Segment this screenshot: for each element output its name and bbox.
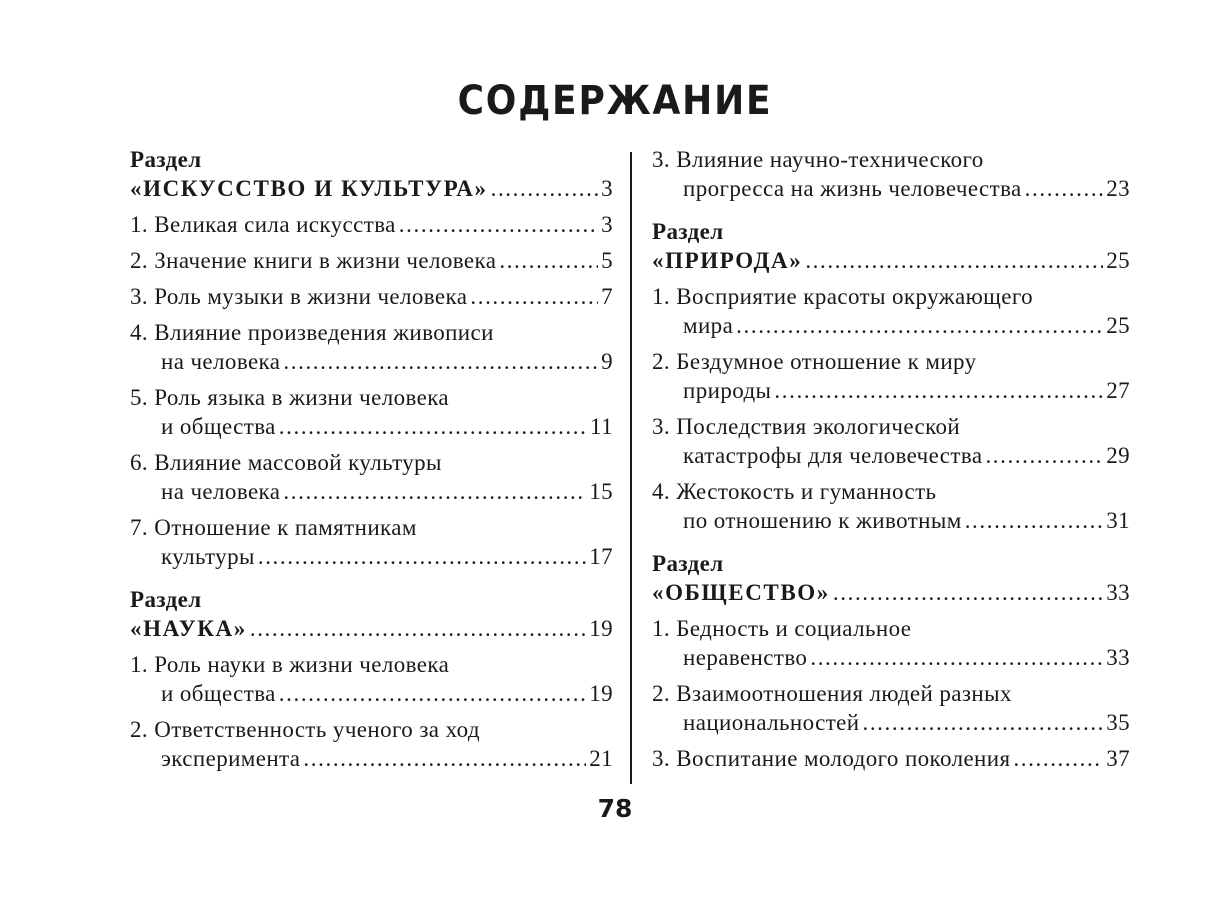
entry-text: 2. Бездумное отношение к миру: [652, 349, 977, 374]
entry-page: 35: [1106, 710, 1130, 735]
entry-page: 29: [1106, 443, 1130, 468]
entry-text-cont: на человека: [161, 349, 281, 374]
entry-page: 11: [590, 414, 613, 439]
section-name: «НАУКА»: [130, 616, 247, 641]
toc-entry[interactable]: [130, 715, 613, 773]
toc-entry[interactable]: [652, 679, 1130, 737]
entry-page: 25: [1106, 313, 1130, 338]
toc-entry[interactable]: [652, 614, 1130, 672]
entry-text-cont: эксперимента: [161, 746, 301, 771]
entry-text: 4. Жестокость и гуманность: [652, 479, 937, 504]
entry-page: 15: [589, 479, 613, 504]
toc-entry[interactable]: [130, 448, 613, 506]
toc-column-right: [652, 145, 1130, 773]
entry-text-cont: и общества: [161, 681, 276, 706]
entry-text-cont: мира: [683, 313, 734, 338]
column-divider: [630, 152, 632, 784]
entry-text-cont: природы: [683, 378, 772, 403]
dot-leader: [283, 347, 598, 376]
entry-text: 4. Влияние произведения живописи: [130, 320, 494, 345]
dot-leader: [491, 174, 599, 203]
entry-page: 31: [1106, 508, 1130, 533]
dot-leader: [774, 376, 1103, 405]
dot-leader: [1013, 744, 1103, 773]
entry-text-cont: катастрофы для человечества: [683, 443, 983, 468]
entry-text: 3. Влияние научно-технического: [652, 147, 984, 172]
toc-section-society: [652, 549, 1130, 607]
dot-leader: [965, 506, 1104, 535]
entry-text: 2. Значение книги в жизни человека: [130, 248, 497, 273]
entry-text: 1. Великая сила искусства: [130, 212, 396, 237]
entry-page: 27: [1106, 378, 1130, 403]
entry-text-cont: неравенство: [683, 645, 808, 670]
dot-leader: [1025, 174, 1104, 203]
toc-entry[interactable]: [130, 383, 613, 441]
dot-leader: [833, 578, 1103, 607]
section-page: 3: [601, 176, 613, 201]
dot-leader: [283, 477, 586, 506]
toc-section-science: [130, 585, 613, 643]
entry-text: 7. Отношение к памятникам: [130, 515, 417, 540]
toc-entry[interactable]: [130, 513, 613, 571]
dot-leader: [985, 441, 1103, 470]
dot-leader: [258, 542, 586, 571]
entry-text-cont: на человека: [161, 479, 281, 504]
entry-page: 23: [1106, 176, 1130, 201]
entry-page: 37: [1106, 746, 1130, 771]
entry-text-cont: и общества: [161, 414, 276, 439]
toc-entry[interactable]: [652, 477, 1130, 535]
section-label: Раздел: [130, 147, 202, 172]
page-number: 78: [597, 794, 633, 823]
entry-text: 1. Восприятие красоты окружающего: [652, 284, 1034, 309]
dot-leader: [805, 246, 1103, 275]
section-page: 25: [1106, 248, 1130, 273]
entry-page: 9: [601, 349, 613, 374]
section-page: 19: [589, 616, 613, 641]
dot-leader: [279, 412, 587, 441]
section-label: Раздел: [130, 587, 202, 612]
entry-text: 3. Роль музыки в жизни человека: [130, 284, 468, 309]
entry-text: 3. Последствия экологической: [652, 414, 961, 439]
toc-entry[interactable]: [130, 246, 613, 275]
section-name: «ПРИРОДА»: [652, 248, 803, 273]
page-title: СОДЕРЖАНИЕ: [457, 78, 773, 124]
section-heading[interactable]: [652, 578, 1130, 607]
dot-leader: [810, 643, 1103, 672]
section-name: «ИСКУССТВО И КУЛЬТУРА»: [130, 176, 488, 201]
section-page: 33: [1106, 580, 1130, 605]
toc-section-nature: [652, 217, 1130, 275]
entry-page: 33: [1106, 645, 1130, 670]
entry-text-cont: по отношению к животным: [683, 508, 962, 533]
toc-entry[interactable]: [130, 210, 613, 239]
section-heading[interactable]: [652, 246, 1130, 275]
toc-entry[interactable]: [130, 318, 613, 376]
dot-leader: [399, 210, 598, 239]
entry-text: 3. Воспитание молодого поколения: [652, 746, 1011, 771]
section-heading[interactable]: [130, 614, 613, 643]
entry-text-cont: национальностей: [683, 710, 860, 735]
section-heading[interactable]: [130, 174, 613, 203]
toc-entry[interactable]: [652, 145, 1130, 203]
entry-page: 5: [601, 248, 613, 273]
toc-entry[interactable]: [130, 650, 613, 708]
section-label: Раздел: [652, 551, 724, 576]
entry-text-cont: прогресса на жизнь человечества: [683, 176, 1022, 201]
dot-leader: [499, 246, 598, 275]
toc-entry[interactable]: [652, 744, 1130, 773]
section-label: Раздел: [652, 219, 724, 244]
dot-leader: [250, 614, 586, 643]
toc-column-left: [130, 145, 613, 773]
toc-entry[interactable]: [652, 347, 1130, 405]
entry-text-cont: культуры: [161, 544, 255, 569]
dot-leader: [736, 311, 1103, 340]
entry-page: 3: [601, 212, 613, 237]
dot-leader: [279, 679, 586, 708]
section-name: «ОБЩЕСТВО»: [652, 580, 830, 605]
toc-section-art: [130, 145, 613, 203]
entry-page: 19: [589, 681, 613, 706]
dot-leader: [862, 708, 1103, 737]
entry-page: 21: [589, 746, 613, 771]
entry-text: 1. Роль науки в жизни человека: [130, 652, 450, 677]
entry-text: 2. Взаимоотношения людей разных: [652, 681, 1012, 706]
entry-text: 5. Роль языка в жизни человека: [130, 385, 450, 410]
toc-entry[interactable]: [130, 282, 613, 311]
toc-entry[interactable]: [652, 412, 1130, 470]
entry-text: 6. Влияние массовой культуры: [130, 450, 442, 475]
toc-entry[interactable]: [652, 282, 1130, 340]
entry-page: 7: [601, 284, 613, 309]
entry-text: 1. Бедность и социальное: [652, 616, 912, 641]
dot-leader: [470, 282, 598, 311]
entry-text: 2. Ответственность ученого за ход: [130, 717, 480, 742]
dot-leader: [303, 744, 586, 773]
entry-page: 17: [589, 544, 613, 569]
